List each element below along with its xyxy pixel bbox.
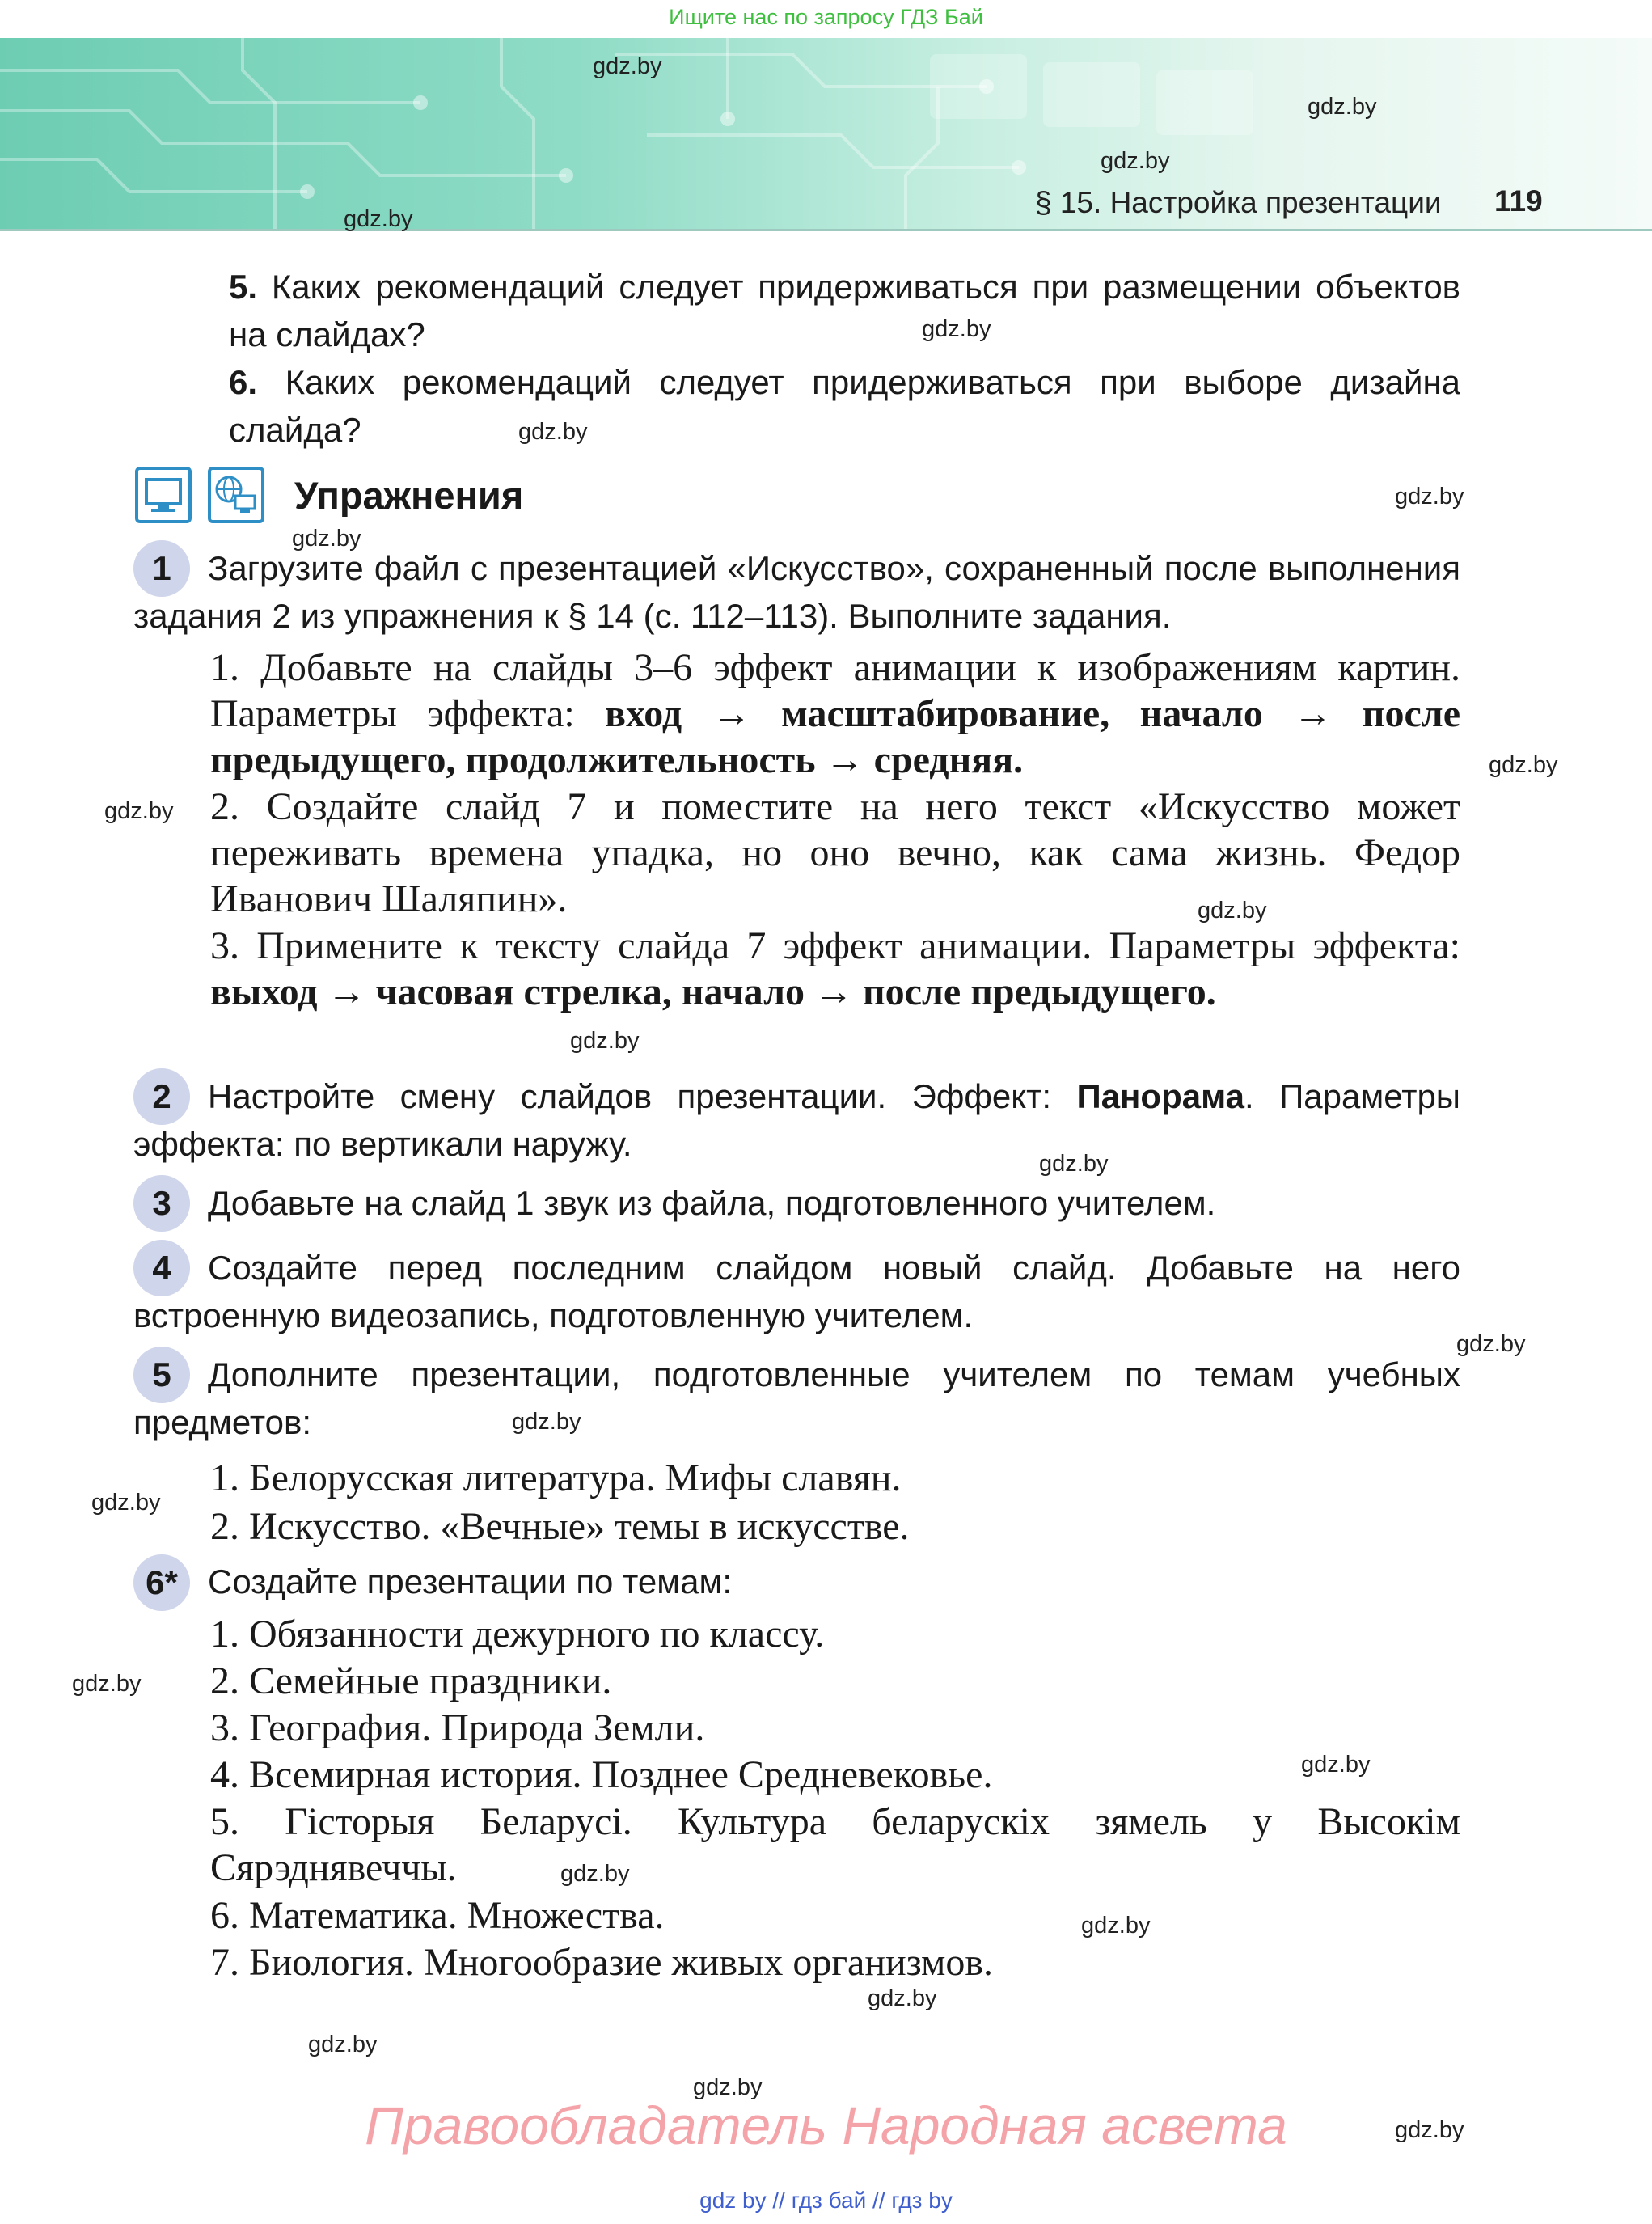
exercise-2-text	[133, 1072, 1460, 1168]
watermark: gdz.by	[560, 1861, 630, 1887]
watermark: gdz.by	[344, 206, 413, 232]
footer-links[interactable]: gdz by // гдз бай // гдз by	[699, 2188, 953, 2213]
exercise-1-badge: 1	[133, 540, 190, 597]
exercise-5-badge: 5	[133, 1347, 190, 1403]
globe-computer-icon	[208, 467, 264, 523]
question-5-text: Каких рекомендаций следует придерживаться при размещении объектов на слайдах?	[229, 268, 1460, 353]
question-6-text: Каких рекомендаций следует придерживаться при выборе дизайна слайда?	[229, 363, 1460, 449]
watermark: gdz.by	[1301, 1752, 1371, 1778]
exercise-1-step-3-params: выход → часовая стрелка, начало → после предыдущего.	[210, 970, 1216, 1013]
exercise-2-text-a: Настройте смену слайдов презентации. Эффект:	[208, 1077, 1077, 1115]
watermark: gdz.by	[593, 53, 662, 79]
exercise-1-step-2: 2. Создайте слайд 7 и поместите на него текст «Искусство может переживать времена упадка, но оно вечно, как сама жизнь. Федор Иванович Шаляпин».	[210, 785, 1460, 920]
watermark: gdz.by	[693, 2074, 763, 2100]
computer-icon	[135, 467, 192, 523]
exercise-6-item-1: 1. Обязанности дежурного по классу.	[210, 1613, 825, 1655]
exercise-2-text-c: . Параметры эффекта: по вертикали наружу.	[133, 1077, 1460, 1163]
exercise-6-item-7: 7. Биология. Многообразие живых организмов.	[210, 1941, 994, 1984]
watermark: gdz.by	[922, 316, 991, 342]
watermark: gdz.by	[1308, 94, 1377, 120]
watermark: gdz.by	[1395, 2117, 1464, 2143]
watermark: gdz.by	[292, 526, 361, 552]
exercise-3-text: Добавьте на слайд 1 звук из файла, подготовленного учителем.	[208, 1184, 1216, 1222]
question-6	[229, 358, 1460, 454]
watermark: gdz.by	[308, 2032, 378, 2057]
exercise-1-step-1-text: 1. Добавьте на слайды 3–6 эффект анимации к изображениям картин. Параметры эффекта:	[210, 646, 1460, 735]
watermark: gdz.by	[1039, 1151, 1109, 1177]
exercise-2-badge: 2	[133, 1068, 190, 1125]
watermark: gdz.by	[512, 1409, 581, 1435]
exercise-6-item-6: 6. Математика. Множества.	[210, 1894, 665, 1937]
exercise-1-step-1	[210, 645, 1460, 783]
watermark: gdz.by	[518, 419, 588, 445]
exercise-1-step-3	[210, 923, 1460, 1015]
exercise-6-badge: 6*	[133, 1554, 190, 1611]
top-search-hint[interactable]: Ищите нас по запросу ГДЗ Бай	[669, 5, 983, 29]
question-5	[229, 263, 1460, 358]
watermark: gdz.by	[1456, 1331, 1526, 1357]
section-title: Упражнения	[294, 474, 524, 517]
watermark: gdz.by	[72, 1671, 142, 1697]
copyright-owner: Правообладатель Народная асвета	[365, 2095, 1287, 2155]
exercise-2-effect-name: Панорама	[1076, 1077, 1244, 1115]
watermark: gdz.by	[1395, 484, 1464, 509]
watermark: gdz.by	[868, 1985, 937, 2011]
exercise-6-item-2: 2. Семейные праздники.	[210, 1660, 612, 1702]
page-number: 119	[1494, 184, 1543, 218]
exercise-1-step-3-text: 3. Примените к тексту слайда 7 эффект анимации. Параметры эффекта:	[210, 924, 1460, 967]
exercise-1-step-1-params: вход → масштабирование, начало → после предыдущего, продолжительность → средняя.	[210, 692, 1460, 781]
exercise-6-item-4: 4. Всемирная история. Позднее Средневековье.	[210, 1753, 993, 1796]
exercise-6-item-3: 3. География. Природа Земли.	[210, 1706, 705, 1749]
watermark: gdz.by	[1489, 752, 1558, 778]
header-divider	[0, 229, 1652, 231]
watermark: gdz.by	[104, 798, 174, 824]
exercise-3-badge: 3	[133, 1175, 190, 1232]
watermark: gdz.by	[1081, 1913, 1151, 1939]
exercise-5-item-1: 1. Белорусская литература. Мифы славян.	[210, 1457, 902, 1499]
question-6-number: 6.	[229, 363, 258, 401]
exercise-5-item-2: 2. Искусство. «Вечные» темы в искусстве.	[210, 1505, 910, 1548]
watermark: gdz.by	[570, 1028, 640, 1054]
question-5-number: 5.	[229, 268, 258, 306]
exercise-4-badge: 4	[133, 1240, 190, 1296]
watermark: gdz.by	[1101, 148, 1170, 174]
exercise-6-text: Создайте презентации по темам:	[208, 1562, 732, 1600]
exercise-5-text: Дополните презентации, подготовленные учителем по темам учебных предметов:	[133, 1355, 1460, 1441]
watermark: gdz.by	[91, 1490, 161, 1516]
exercise-4-text: Создайте перед последним слайдом новый слайд. Добавьте на него встроенную видеозапись, подготовленную учителем.	[133, 1249, 1460, 1334]
exercise-6-item-5: 5. Гісторыя Беларусі. Культура беларускіх зямель у Высокім Сярэднявеччы.	[210, 1800, 1460, 1889]
watermark: gdz.by	[1198, 898, 1267, 924]
exercise-1-text: Загрузите файл с презентацией «Искусство», сохраненный после выполнения задания 2 из упражнения к § 14 (с. 112–113). Выполните задания.	[133, 549, 1460, 635]
section-header-title: § 15. Настройка презентации	[1035, 186, 1442, 219]
